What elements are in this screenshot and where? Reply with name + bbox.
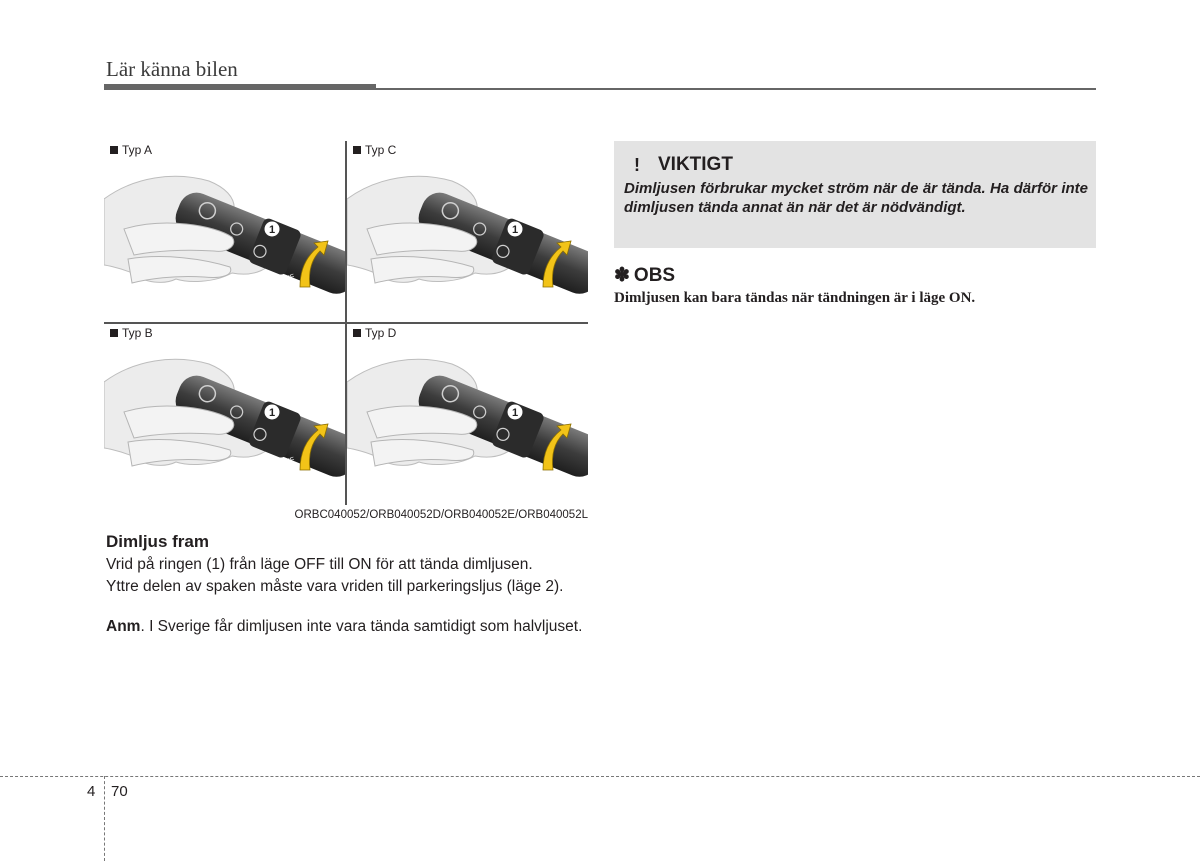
warning-heading bbox=[624, 154, 733, 176]
warning-text: Dimljusen förbrukar mycket ström när de är tända. Ha därför inte dimljusen tända annat än när det är nödvändigt. bbox=[624, 180, 1088, 216]
chapter-number: 4 bbox=[87, 783, 96, 800]
panel-label: Typ D bbox=[353, 326, 396, 340]
stalk-svg bbox=[347, 159, 588, 322]
stalk-svg bbox=[104, 159, 345, 322]
figure-panel-d bbox=[347, 324, 588, 505]
note-label: Anm bbox=[106, 618, 141, 635]
stalk-illustration bbox=[104, 159, 345, 322]
obs-heading bbox=[614, 264, 675, 287]
panel-label: Typ A bbox=[110, 143, 152, 157]
bullet-square-icon bbox=[110, 329, 118, 337]
page-number: 70 bbox=[111, 783, 128, 800]
bullet-square-icon bbox=[353, 329, 361, 337]
bullet-square-icon bbox=[110, 146, 118, 154]
figure-panel-b bbox=[104, 324, 345, 505]
callout-number: 1 bbox=[268, 407, 276, 419]
asterisk-icon: ✽ bbox=[614, 265, 630, 286]
stalk-illustration bbox=[347, 342, 588, 505]
section-heading: Dimljus fram bbox=[106, 532, 209, 551]
panel-label: Typ B bbox=[110, 326, 153, 340]
note-paragraph bbox=[106, 617, 586, 636]
ring-position-label: O bbox=[523, 459, 531, 468]
ring-position-label: O bbox=[523, 276, 531, 285]
stalk-svg bbox=[104, 342, 345, 505]
page-header-title: Lär känna bilen bbox=[106, 57, 238, 81]
stalk-illustration bbox=[104, 342, 345, 505]
warning-icon: ! bbox=[634, 155, 640, 175]
bullet-square-icon bbox=[353, 146, 361, 154]
obs-text: Dimljusen kan bara tändas när tändningen är i läge ON. bbox=[614, 290, 976, 306]
figure-code: ORBC040052/ORB040052D/ORB040052E/ORB040052L bbox=[294, 509, 588, 521]
callout-number: 1 bbox=[268, 224, 276, 236]
footer-rule-vertical bbox=[104, 776, 105, 861]
stalk-illustration bbox=[347, 159, 588, 322]
header-rule-thin bbox=[376, 88, 1096, 90]
warning-title: VIKTIGT bbox=[658, 154, 733, 175]
body-paragraph: Vrid på ringen (1) från läge OFF till ON för att tända dimljusen. bbox=[106, 556, 533, 573]
obs-title: OBS bbox=[633, 264, 676, 286]
footer-rule bbox=[0, 776, 1200, 777]
header-rule bbox=[104, 84, 376, 90]
stalk-figure bbox=[104, 141, 588, 505]
warning-box bbox=[614, 141, 1096, 248]
figure-panel-c bbox=[347, 141, 588, 322]
ring-position-label: OFF bbox=[280, 456, 296, 468]
note-text: . I Sverige får dimljusen inte vara tända samtidigt som halvljuset. bbox=[140, 618, 583, 635]
panel-label: Typ C bbox=[353, 143, 396, 157]
callout-number: 1 bbox=[511, 407, 519, 419]
figure-panel-a bbox=[104, 141, 345, 322]
ring-position-label: OFF bbox=[280, 273, 296, 285]
figure-divider bbox=[104, 322, 588, 324]
stalk-svg bbox=[347, 342, 588, 505]
callout-number: 1 bbox=[511, 224, 519, 236]
body-paragraph: Yttre delen av spaken måste vara vriden till parkeringsljus (läge 2). bbox=[106, 578, 564, 595]
